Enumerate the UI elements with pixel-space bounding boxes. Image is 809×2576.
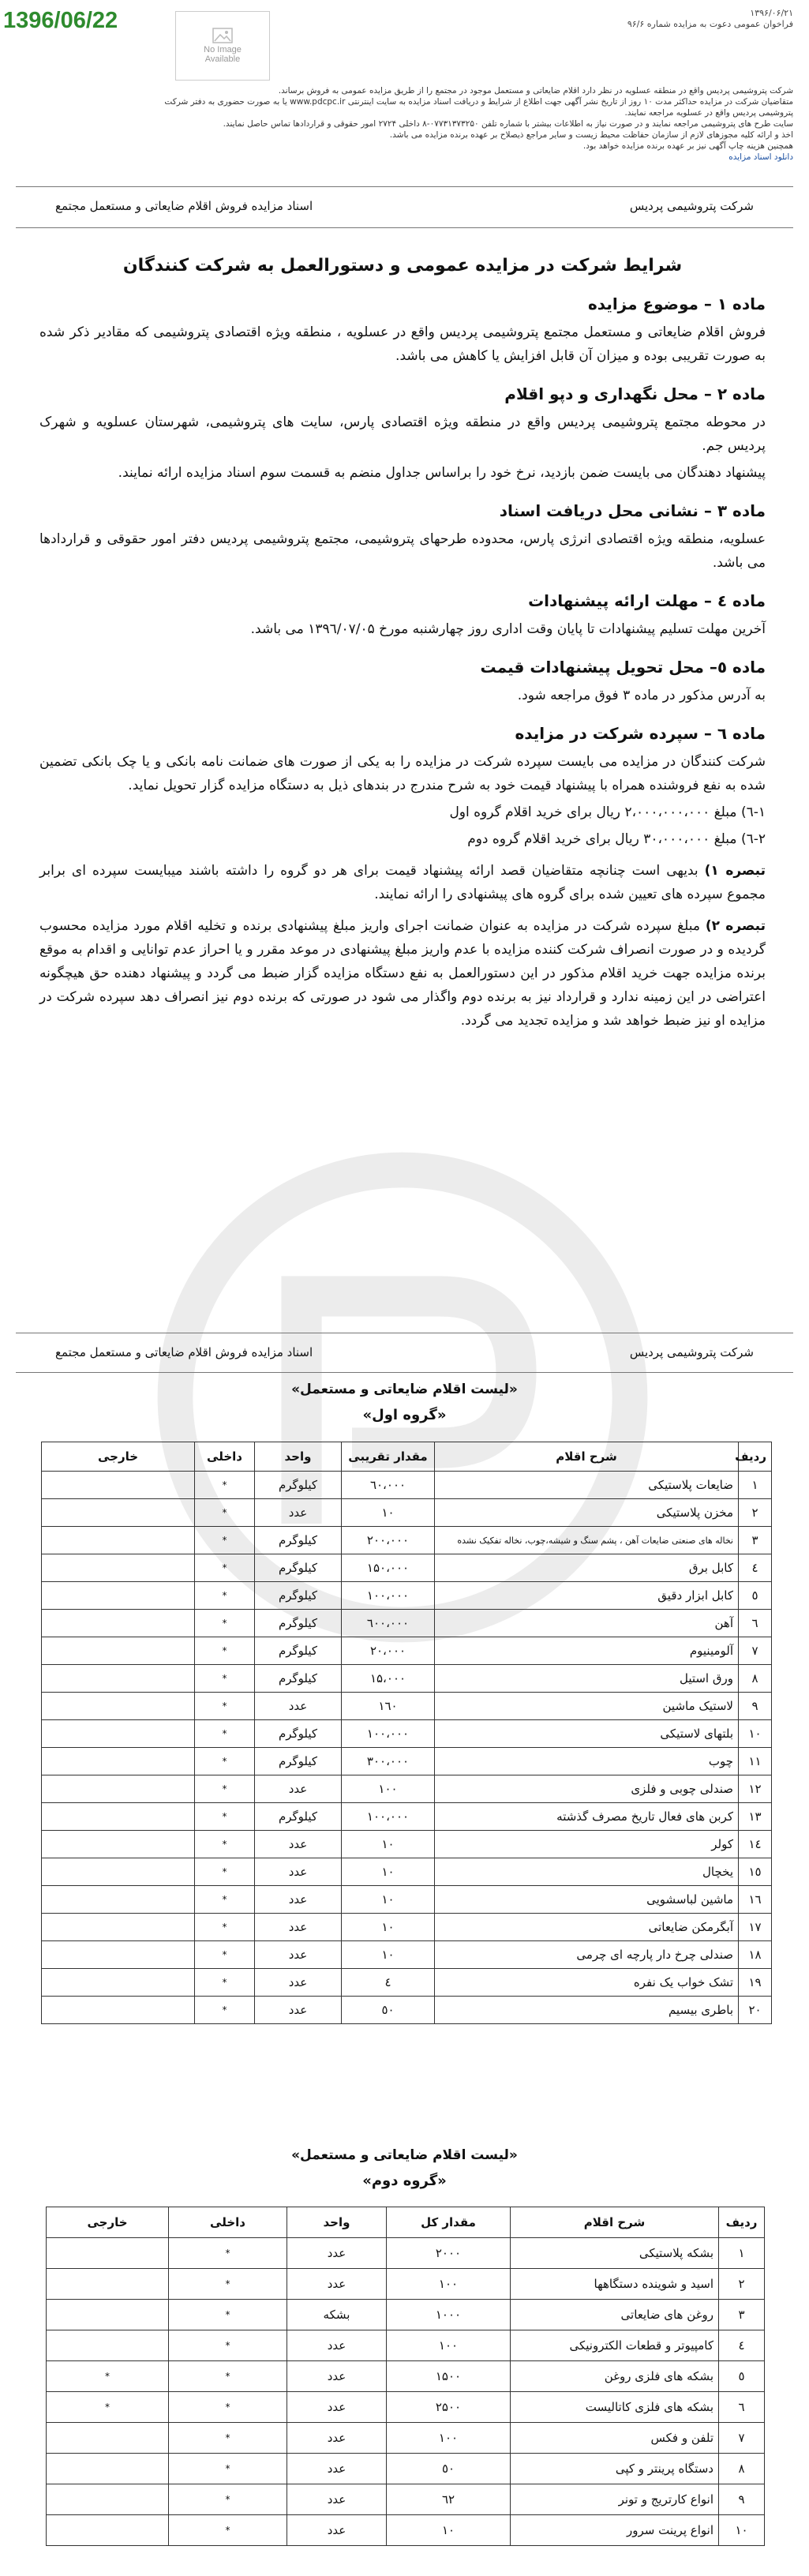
column-header: مقدار تقریبی (342, 1442, 435, 1472)
item-description: کامپیوتر و قطعات الکترونیکی (511, 2330, 719, 2361)
item-description: کابل برق (435, 1554, 739, 1582)
item-description: صندلی چرخ دار پارچه ای چرمی (435, 1941, 739, 1969)
item-unit: عدد (255, 1914, 342, 1941)
foreign-mark (42, 1941, 195, 1969)
column-header: خارجی (47, 2207, 169, 2238)
page-header (55, 1340, 754, 1364)
no-image-text-2: Available (204, 54, 241, 64)
domestic-mark: * (195, 1527, 255, 1554)
note-text: مبلغ سپرده شرکت در مزایده به عنوان ضمانت اجرای واریز مبلغ پیشنهادی برنده و تخلیه اقلام مورد مزایده محسوب گردیده و در صورت انصراف شرکت کننده مزایده با عدم واریز مبلغ پیشنهادی در موعد مقرر و یا احراز عدم توانایی و اقدام به موقع برنده مزایده جهت خرید اقلام مذکور در این دستورالعمل به نفع دستگاه مزایده گزار ضبط می گردد و پیشنهاد دهنده حق هیچگونه اعتراضی در این زمینه ندارد و قرارداد نیز به برنده دوم واگذار می شود در صورتی که برنده دوم نیز انصراف دهد سپرده شرکت در مزایده او نیز ضبط خواهد شد و مزایده تجدید می گردد. (39, 918, 766, 1029)
domestic-mark: * (195, 1582, 255, 1610)
item-unit: بشکه (287, 2300, 387, 2330)
row-number: ۷ (739, 1637, 772, 1665)
row-number: ۱ (719, 2238, 765, 2269)
domestic-mark: * (195, 1969, 255, 1997)
date-badge: 1396/06/22 (3, 8, 118, 33)
item-description: آهن (435, 1610, 739, 1637)
doc-title: اسناد مزایده فروش اقلام ضایعاتی و مستعمل مجتمع (55, 199, 313, 213)
domestic-mark: * (169, 2330, 287, 2361)
item-unit: عدد (255, 1997, 342, 2024)
table-row (47, 2392, 765, 2423)
item-quantity: ۱۰۰،۰۰۰ (342, 1803, 435, 1831)
item-unit: عدد (255, 1693, 342, 1720)
table-row (42, 1720, 772, 1748)
foreign-mark (47, 2515, 169, 2546)
item-quantity: ۱۰۰۰ (387, 2300, 511, 2330)
item-unit: عدد (255, 1831, 342, 1858)
item-quantity: ۱۵۰،۰۰۰ (342, 1554, 435, 1582)
table-row (42, 1665, 772, 1693)
column-header: ردیف (739, 1442, 772, 1472)
row-number: ٤ (739, 1554, 772, 1582)
group1-table (41, 1442, 772, 2024)
row-number: ۹ (739, 1693, 772, 1720)
section-text: فروش اقلام ضایعاتی و مستعمل مجتمع پتروشیمی پردیس واقع در عسلویه ، منطقه ویژه اقتصادی پتروشیمی که مقادیر ذکر شده به صورت تقریبی بوده و میزان آن قابل افزایش یا کاهش می باشد. (39, 324, 766, 364)
domestic-mark: * (169, 2484, 287, 2515)
table-row (42, 1858, 772, 1886)
section-text: شرکت کنندگان در مزایده می بایست سپرده شرکت در مزایده را به یکی از صورت های ضمانت نامه بانکی و یا چک بانکی تضمین شده به نفع فروشنده همراه با پیشنهاد قیمت خود به شرح مندرج در بندهای ذیل به دستگاه مزایده گزار تحویل نماید. (39, 754, 766, 793)
item-description: کابل ابزار دقیق (435, 1582, 739, 1610)
foreign-mark (42, 1610, 195, 1637)
domestic-mark: * (195, 1499, 255, 1527)
table-row (47, 2300, 765, 2330)
row-number: ۲ (719, 2269, 765, 2300)
foreign-mark (42, 1914, 195, 1941)
foreign-mark (42, 1997, 195, 2024)
domestic-mark: * (195, 1637, 255, 1665)
item-quantity: ۱۵۰۰ (387, 2361, 511, 2392)
announcement-title: فراخوان عمومی دعوت به مزایده شماره ۹۶/۶ (627, 19, 793, 29)
foreign-mark (42, 1858, 195, 1886)
item-unit: عدد (255, 1499, 342, 1527)
row-number: ۱۹ (739, 1969, 772, 1997)
foreign-mark (47, 2269, 169, 2300)
foreign-mark (47, 2238, 169, 2269)
row-number: ۱٦ (739, 1886, 772, 1914)
notice-line: شرکت پتروشیمی پردیس واقع در منطقه عسلویه در نظر دارد اقلام ضایعاتی و مستعمل موجود در مجتمع را از طریق مزایده عمومی به فروش برساند. (278, 86, 793, 96)
item-unit: عدد (287, 2454, 387, 2484)
row-number: ٦ (739, 1610, 772, 1637)
table-row (42, 1941, 772, 1969)
item-quantity: ٤ (342, 1969, 435, 1997)
item-description: انواع کارتریج و تونر (511, 2484, 719, 2515)
table-row (47, 2238, 765, 2269)
foreign-mark (42, 1693, 195, 1720)
domestic-mark: * (169, 2300, 287, 2330)
table-row (47, 2269, 765, 2300)
company-name: شرکت پتروشیمی پردیس (629, 199, 754, 213)
divider (16, 1372, 793, 1373)
column-header: شرح اقلام (511, 2207, 719, 2238)
item-description: بشکه پلاستیکی (511, 2238, 719, 2269)
table-row (42, 1693, 772, 1720)
foreign-mark (42, 1775, 195, 1803)
note-text: بدیهی است چنانچه متقاضیان قصد ارائه پیشنهاد قیمت برای هر دو گروه را داشته باشند میبایست سپرده ای برابر مجموع سپرده های تعیین شده برای گروه های پیشنهادی را ارائه نمایند. (39, 863, 766, 902)
column-header: ردیف (719, 2207, 765, 2238)
table-row (47, 2484, 765, 2515)
domestic-mark: * (195, 1831, 255, 1858)
item-description: باطری بیسیم (435, 1997, 739, 2024)
item-description: انواع پرینت سرور (511, 2515, 719, 2546)
item-quantity: ۲۰،۰۰۰ (342, 1637, 435, 1665)
table-row (42, 1914, 772, 1941)
domestic-mark: * (195, 1748, 255, 1775)
item-description: چوب (435, 1748, 739, 1775)
item-unit: کیلوگرم (255, 1720, 342, 1748)
item-unit: عدد (255, 1858, 342, 1886)
domestic-mark: * (195, 1472, 255, 1499)
row-number: ۱۱ (739, 1748, 772, 1775)
table-row (42, 1472, 772, 1499)
no-image-text: No Image (204, 45, 242, 54)
announcement-date: ۱۳۹۶/۰۶/۲۱ (750, 8, 793, 18)
domestic-mark: * (195, 1693, 255, 1720)
item-unit: کیلوگرم (255, 1527, 342, 1554)
item-description: روغن های ضایعاتی (511, 2300, 719, 2330)
section-text: عسلویه، منطقه ویژه اقتصادی انرژی پارس، محدوده طرحهای پتروشیمی، مجتمع پتروشیمی پردیس دفتر امور حقوقی و قراردادها می باشد. (39, 531, 766, 571)
item-unit: عدد (255, 1886, 342, 1914)
item-unit: کیلوگرم (255, 1637, 342, 1665)
table-row (42, 1610, 772, 1637)
item-unit: عدد (287, 2330, 387, 2361)
item-description: تشک خواب یک نفره (435, 1969, 739, 1997)
foreign-mark (42, 1748, 195, 1775)
list-title: «لیست اقلام ضایعاتی و مستعمل» (291, 1382, 518, 1397)
table-row (42, 1997, 772, 2024)
foreign-mark (42, 1831, 195, 1858)
foreign-mark (47, 2454, 169, 2484)
item-unit: عدد (287, 2423, 387, 2454)
foreign-mark (47, 2300, 169, 2330)
item-quantity: ۱۰۰ (342, 1775, 435, 1803)
item-quantity: ۱۰ (387, 2515, 511, 2546)
domestic-mark: * (195, 1554, 255, 1582)
note-label: تبصره ۱) (704, 863, 766, 879)
doc-title: اسناد مزایده فروش اقلام ضایعاتی و مستعمل مجتمع (55, 1345, 313, 1359)
item-description: ماشین لباسشویی (435, 1886, 739, 1914)
announcement-meta (627, 8, 793, 30)
table-row (42, 1582, 772, 1610)
item-description: دستگاه پرینتر و کپی (511, 2454, 719, 2484)
section-heading: ماده ۲ – محل نگهداری و دپو اقلام (504, 384, 766, 403)
foreign-mark (47, 2330, 169, 2361)
divider (16, 186, 793, 187)
item-description: کربن های فعال تاریخ مصرف گذشته (435, 1803, 739, 1831)
item-quantity: ۳۰۰،۰۰۰ (342, 1748, 435, 1775)
item-quantity: ٦۰۰،۰۰۰ (342, 1610, 435, 1637)
row-number: ۱۰ (739, 1720, 772, 1748)
foreign-mark (42, 1886, 195, 1914)
conditions-document (39, 254, 766, 1036)
foreign-mark (42, 1969, 195, 1997)
row-number: ۱۳ (739, 1803, 772, 1831)
row-number: ۱٥ (739, 1858, 772, 1886)
item-description: بشکه های فلزی روغن (511, 2361, 719, 2392)
note (39, 859, 766, 906)
item-unit: عدد (287, 2392, 387, 2423)
domestic-mark: * (195, 1610, 255, 1637)
item-description: اسید و شوینده دستگاهها (511, 2269, 719, 2300)
item-unit: کیلوگرم (255, 1803, 342, 1831)
item-quantity: ۱۰۰ (387, 2330, 511, 2361)
item-unit: عدد (287, 2269, 387, 2300)
row-number: ۱۷ (739, 1914, 772, 1941)
row-number: ٤ (719, 2330, 765, 2361)
domestic-mark: * (195, 1775, 255, 1803)
page-header (55, 194, 754, 218)
item-quantity: ۱۰ (342, 1499, 435, 1527)
row-number: ۱۲ (739, 1775, 772, 1803)
domestic-mark: * (195, 1803, 255, 1831)
item-unit: عدد (255, 1775, 342, 1803)
notice-line: سایت طرح های پتروشیمی مراجعه نمایند و در صورت نیاز به اطلاعات بیشتر با شماره تلفن ۰۷۷۳۱۳۷۳۲۵۰-۸ داخلی ۲۷۲۴ امور حقوقی و قراردادها تماس حاصل نمایند. (223, 119, 793, 129)
announcement-notice (146, 85, 793, 163)
foreign-mark (42, 1554, 195, 1582)
foreign-mark (42, 1720, 195, 1748)
section-text: پیشنهاد دهندگان می بایست ضمن بازدید، نرخ خود را براساس جداول منضم به قسمت سوم اسناد مزایده ارائه نمایند. (118, 465, 766, 481)
item-quantity: ۱۰۰،۰۰۰ (342, 1582, 435, 1610)
column-header: واحد (255, 1442, 342, 1472)
domestic-mark: * (195, 1886, 255, 1914)
row-number: ۱ (739, 1472, 772, 1499)
item-quantity: ۱۰۰ (387, 2423, 511, 2454)
domestic-mark: * (169, 2454, 287, 2484)
section-heading: ماده ۱ – موضوع مزایده (587, 294, 766, 313)
row-number: ۱۸ (739, 1941, 772, 1969)
item-unit: کیلوگرم (255, 1610, 342, 1637)
section-heading: ماده ٥– محل تحویل پیشنهادات قیمت (480, 658, 766, 677)
item-quantity: ٦۲ (387, 2484, 511, 2515)
item-quantity: ۲۰۰۰ (387, 2238, 511, 2269)
notice-line: اخذ و ارائه کلیه مجوزهای لازم از سازمان حفاظت محیط زیست و سایر مراجع ذیصلاح بر عهده برنده مزایده می باشد. (389, 130, 793, 140)
domestic-mark: * (195, 1914, 255, 1941)
item-quantity: ۲۰۰،۰۰۰ (342, 1527, 435, 1554)
domestic-mark: * (169, 2515, 287, 2546)
table-row (42, 1831, 772, 1858)
foreign-mark: * (47, 2392, 169, 2423)
item-unit: کیلوگرم (255, 1554, 342, 1582)
row-number: ۳ (719, 2300, 765, 2330)
section-heading: ماده ۳ – نشانی محل دریافت اسناد (499, 501, 766, 520)
note (39, 914, 766, 1033)
item-description: آبگرمکن ضایعاتی (435, 1914, 739, 1941)
row-number: ۲ (739, 1499, 772, 1527)
foreign-mark (42, 1803, 195, 1831)
item-unit: عدد (287, 2238, 387, 2269)
group-title: «گروه اول» (362, 1407, 447, 1423)
list-title: «لیست اقلام ضایعاتی و مستعمل» (291, 2147, 518, 2163)
foreign-mark: * (47, 2361, 169, 2392)
row-number: ۲۰ (739, 1997, 772, 2024)
row-number: ۳ (739, 1527, 772, 1554)
section-text: آخرین مهلت تسلیم پیشنهادات تا پایان وقت اداری روز چهارشنبه مورخ ۱۳۹٦/۰۷/۰۵ می باشد. (250, 621, 766, 637)
item-description: بشکه های فلزی کاتالیست (511, 2392, 719, 2423)
item-description: کولر (435, 1831, 739, 1858)
table-row (42, 1527, 772, 1554)
item-unit: کیلوگرم (255, 1748, 342, 1775)
company-name: شرکت پتروشیمی پردیس (629, 1345, 754, 1359)
row-number: ۸ (739, 1665, 772, 1693)
item-description: صندلی چوبی و فلزی (435, 1775, 739, 1803)
table-row (42, 1803, 772, 1831)
section-text: به آدرس مذکور در ماده ۳ فوق مراجعه شود. (517, 688, 766, 703)
table-row (47, 2454, 765, 2484)
no-image-placeholder (175, 11, 270, 81)
image-icon (212, 28, 233, 43)
item-quantity: ٥۰ (342, 1997, 435, 2024)
row-number: ۱۰ (719, 2515, 765, 2546)
item-quantity: ۱۰ (342, 1886, 435, 1914)
table-row (42, 1637, 772, 1665)
item-description: ضایعات پلاستیکی (435, 1472, 739, 1499)
table-row (42, 1969, 772, 1997)
row-number: ٥ (719, 2361, 765, 2392)
domestic-mark: * (169, 2392, 287, 2423)
divider (16, 227, 793, 228)
domestic-mark: * (195, 1997, 255, 2024)
item-quantity: ۱۰۰ (387, 2269, 511, 2300)
table-row (42, 1499, 772, 1527)
item-description: لاستیک ماشین (435, 1693, 739, 1720)
table-row (47, 2330, 765, 2361)
item-description: تلفن و فکس (511, 2423, 719, 2454)
item-quantity: ۱۰ (342, 1858, 435, 1886)
table-row (42, 1775, 772, 1803)
domestic-mark: * (169, 2269, 287, 2300)
deposit-item: ۱-٦) مبلغ ۲،۰۰۰،۰۰۰،۰۰۰ ریال برای خرید اقلام گروه اول (449, 804, 766, 820)
row-number: ۸ (719, 2454, 765, 2484)
foreign-mark (42, 1472, 195, 1499)
item-quantity: ۱٦۰ (342, 1693, 435, 1720)
note-label: تبصره ۲) (705, 918, 766, 934)
table-row (42, 1554, 772, 1582)
table-row (47, 2423, 765, 2454)
row-number: ٦ (719, 2392, 765, 2423)
item-quantity: ٦۰،۰۰۰ (342, 1472, 435, 1499)
row-number: ۷ (719, 2423, 765, 2454)
item-description: ورق استیل (435, 1665, 739, 1693)
item-description: نخاله های صنعتی ضایعات آهن ، پشم سنگ و شیشه،چوب، نخاله تفکیک نشده (435, 1527, 739, 1554)
foreign-mark (47, 2484, 169, 2515)
row-number: ٥ (739, 1582, 772, 1610)
column-header: خارجی (42, 1442, 195, 1472)
domestic-mark: * (169, 2238, 287, 2269)
item-unit: کیلوگرم (255, 1665, 342, 1693)
section-heading: ماده ٤ – مهلت ارائه پیشنهادات (528, 591, 766, 610)
foreign-mark (42, 1499, 195, 1527)
foreign-mark (42, 1527, 195, 1554)
item-description: بلتهای لاستیکی (435, 1720, 739, 1748)
foreign-mark (42, 1637, 195, 1665)
item-unit: کیلوگرم (255, 1582, 342, 1610)
domestic-mark: * (195, 1941, 255, 1969)
foreign-mark (42, 1582, 195, 1610)
domestic-mark: * (169, 2423, 287, 2454)
deposit-item: ۲-٦) مبلغ ۳۰،۰۰۰،۰۰۰ ریال برای خرید اقلام گروه دوم (467, 831, 766, 847)
table-row (42, 1748, 772, 1775)
section-heading: ماده ٦ – سپرده شرکت در مزایده (515, 724, 766, 743)
item-quantity: ۱۰۰،۰۰۰ (342, 1720, 435, 1748)
table-row (42, 1886, 772, 1914)
group-title: «گروه دوم» (362, 2173, 447, 2189)
item-description: آلومینیوم (435, 1637, 739, 1665)
column-header: مقدار کل (387, 2207, 511, 2238)
item-quantity: ٥۰ (387, 2454, 511, 2484)
row-number: ۹ (719, 2484, 765, 2515)
notice-line: متقاضیان شرکت در مزایده حداکثر مدت ۱۰ روز از تاریخ نشر آگهی جهت اطلاع از شرایط و دریافت اسناد مزایده به سایت اینترنتی www.pdcpc.ir یا به صورت حضوری به دفتر شرکت پتروشیمی پردیس واقع در عسلویه مراجعه نمایند. (164, 97, 793, 118)
domestic-mark: * (195, 1665, 255, 1693)
foreign-mark (47, 2423, 169, 2454)
column-header: داخلی (195, 1442, 255, 1472)
domestic-mark: * (195, 1858, 255, 1886)
table-row (47, 2515, 765, 2546)
item-unit: عدد (287, 2484, 387, 2515)
column-header: داخلی (169, 2207, 287, 2238)
item-quantity: ۱۰ (342, 1941, 435, 1969)
item-quantity: ۱۵،۰۰۰ (342, 1665, 435, 1693)
notice-line: همچنین هزینه چاپ آگهی نیز بر عهده برنده مزایده خواهد بود. (582, 141, 793, 151)
item-quantity: ۱۰ (342, 1831, 435, 1858)
column-header: شرح اقلام (435, 1442, 739, 1472)
item-unit: عدد (287, 2361, 387, 2392)
item-description: مخزن پلاستیکی (435, 1499, 739, 1527)
group2-table (46, 2207, 765, 2546)
item-unit: عدد (255, 1969, 342, 1997)
item-unit: عدد (255, 1941, 342, 1969)
item-description: یخچال (435, 1858, 739, 1886)
item-quantity: ۲۵۰۰ (387, 2392, 511, 2423)
domestic-mark: * (195, 1720, 255, 1748)
item-quantity: ۱۰ (342, 1914, 435, 1941)
row-number: ۱٤ (739, 1831, 772, 1858)
document-heading: شرایط شرکت در مزایده عمومی و دستورالعمل به شرکت کنندگان (122, 256, 683, 276)
section-text: در محوطه مجتمع پتروشیمی پردیس واقع در منطقه ویژه اقتصادی پارس، سایت های پتروشیمی، شهرستان عسلویه و شهرک پردیس جم. (39, 414, 766, 454)
column-header: واحد (287, 2207, 387, 2238)
table-row (47, 2361, 765, 2392)
foreign-mark (42, 1665, 195, 1693)
item-unit: کیلوگرم (255, 1472, 342, 1499)
item-unit: عدد (287, 2515, 387, 2546)
download-link[interactable]: دانلود اسناد مزایده (728, 152, 793, 162)
domestic-mark: * (169, 2361, 287, 2392)
